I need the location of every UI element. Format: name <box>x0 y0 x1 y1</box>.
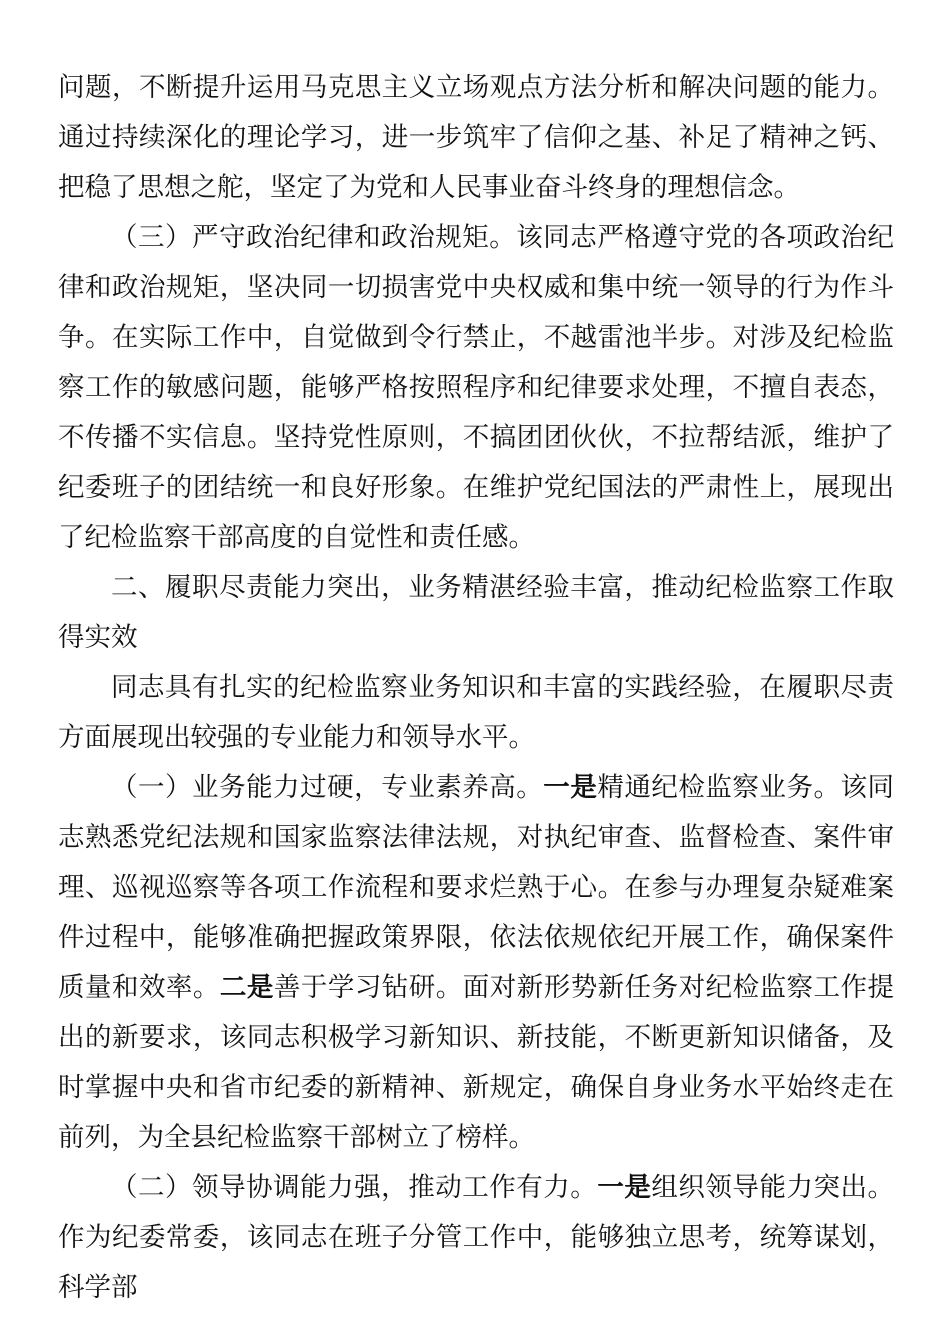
text-segment: （三）严守政治纪律和政治规矩。该同志严格遵守党的各项政治纪律和政治规矩，坚决同一切损害党中央权威和集中统一领导的行为作斗争。在实际工作中，自觉做到令行禁止，不越雷池半步。对涉及纪检监察工作的敏感问题，能够严格按照程序和纪律要求处理，不擅自表态，不传播不实信息。坚持党性原则，不搞团团伙伙，不拉帮结派，维护了纪委班子的团结统一和良好形象。在维护党纪国法的严肃性上，展现出了纪检监察干部高度的自觉性和责任感。 <box>58 222 894 553</box>
text-segment: 精通纪检监察业务。该同志熟悉党纪法规和国家监察法律法规，对执纪审查、监督检查、案件审理、巡视巡察等各项工作流程和要求烂熟于心。在参与办理复杂疑难案件过程中，能够准确把握政策界限，依法依规依纪开展工作，确保案件质量和效率。 <box>58 772 895 1003</box>
paragraph-theory-study-conclusion <box>58 63 894 213</box>
section-heading-text: 二、履职尽责能力突出，业务精湛经验丰富，推动纪检监察工作取得实效 <box>58 572 894 653</box>
text-segment: 问题，不断提升运用马克思主义立场观点方法分析和解决问题的能力。通过持续深化的理论学习，进一步筑牢了信仰之基、补足了精神之钙、把稳了思想之舵，坚定了为党和人民事业奋斗终身的理想信念。 <box>58 72 894 203</box>
paragraph-business-capability <box>58 763 894 1163</box>
text-segment: 善于学习钻研。面对新形势新任务对纪检监察工作提出的新要求，该同志积极学习新知识、新技能，不断更新知识储备，及时掌握中央和省市纪委的新精神、新规定，确保自身业务水平始终走在前列，为全县纪检监察干部树立了榜样。 <box>58 972 895 1153</box>
document-page <box>58 63 894 1313</box>
section-heading-duty-performance <box>58 563 894 663</box>
paragraph-leadership-coordination <box>58 1163 894 1313</box>
emphasis-first-point: 一是 <box>543 772 598 803</box>
text-segment: （一）业务能力过硬，专业素养高。 <box>111 772 544 803</box>
text-segment: （二）领导协调能力强，推动工作有力。 <box>111 1172 598 1203</box>
paragraph-section-intro <box>58 663 894 763</box>
paragraph-political-discipline <box>58 213 894 563</box>
text-segment: 组织领导能力突出。作为纪委常委，该同志在班子分管工作中，能够独立思考，统筹谋划，科学部 <box>58 1172 895 1303</box>
emphasis-first-point: 一是 <box>597 1172 652 1203</box>
text-segment: 同志具有扎实的纪检监察业务知识和丰富的实践经验，在履职尽责方面展现出较强的专业能力和领导水平。 <box>58 672 894 753</box>
emphasis-second-point: 二是 <box>219 972 274 1003</box>
